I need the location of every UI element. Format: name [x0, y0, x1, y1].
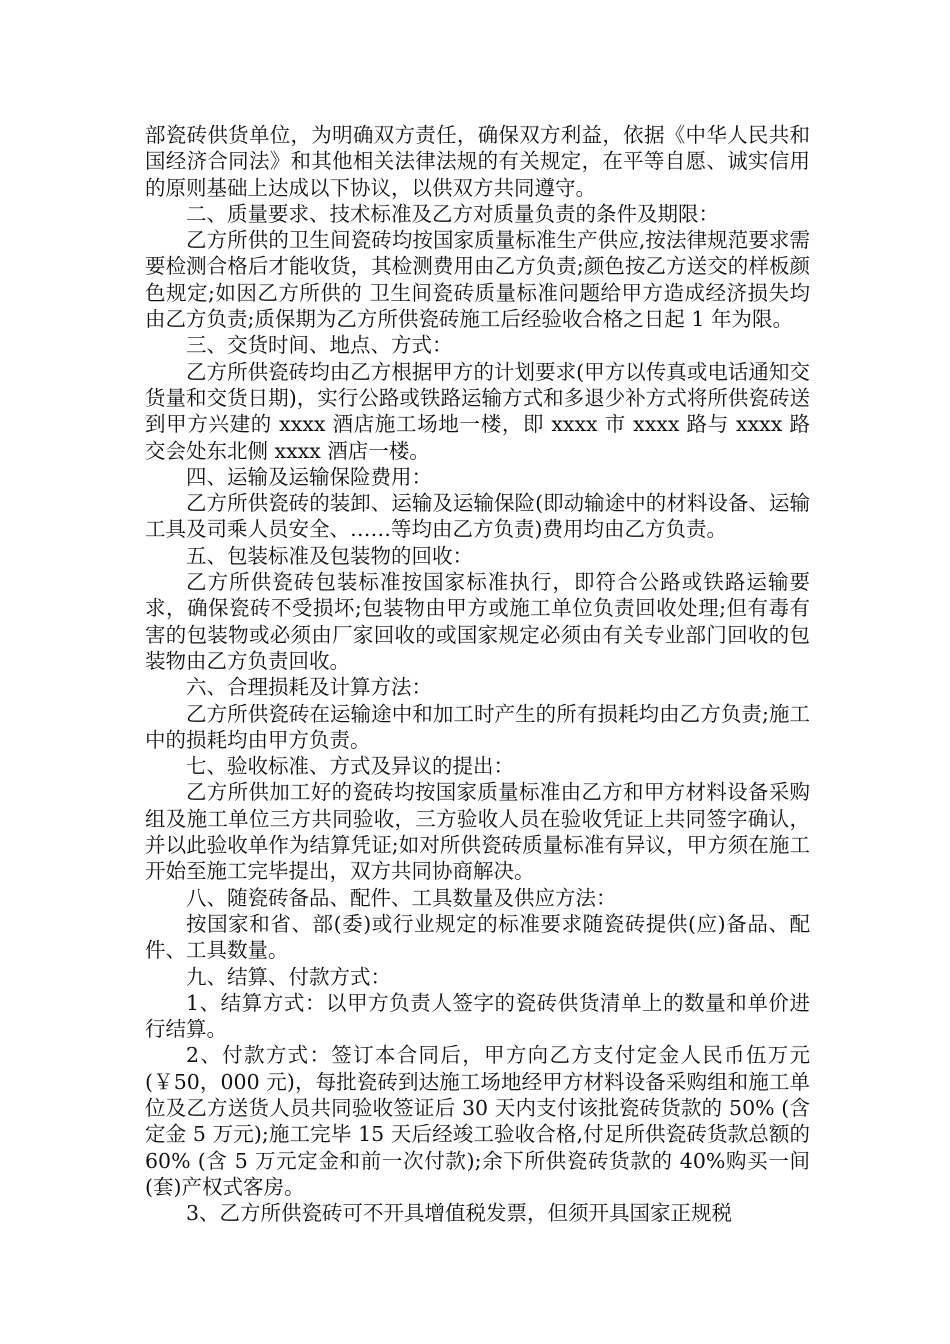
paragraph-packaging: 乙方所供瓷砖包装标准按国家标准执行，即符合公路或铁路运输要求，确保瓷砖不受损坏;包装物由甲方或施工单位负责回收处理;但有毒有害的包装物或必须由厂家回收的或国家规定必须由有关专业部门回收的包装物由乙方负责回收。 — [145, 570, 810, 673]
paragraph-quality: 乙方所供的卫生间瓷砖均按国家质量标准生产供应,按法律规范要求需要检测合格后才能收货，其检测费用由乙方负责;颜色按乙方送交的样板颜色规定;如因乙方所供的 卫生间瓷砖质量标准问题给甲方造成经济损失均由乙方负责;质保期为乙方所供瓷砖施工后经验收合格之日起 1 年为限。 — [145, 228, 810, 332]
section-heading-3: 三、交货时间、地点、方式： — [186, 333, 453, 358]
paragraph-loss: 乙方所供瓷砖在运输途中和加工时产生的所有损耗均由乙方负责;施工中的损耗均由甲方负责。 — [145, 701, 810, 752]
paragraph-spares: 按国家和省、部(委)或行业规定的标准要求随瓷砖提供(应)备品、配件、工具数量。 — [145, 911, 810, 963]
paragraph-invoice: 3、乙方所供瓷砖可不开具增值税发票，但须开具国家正规税 — [186, 1201, 733, 1226]
paragraph-intro-continuation: 部瓷砖供货单位，为明确双方责任，确保双方利益，依据《中华人民共和国经济合同法》和其他相关法律法规的有关规定，在平等自愿、诚实信用的原则基础上达成以下协议，以供双方共同遵守。 — [145, 123, 810, 200]
section-heading-4: 四、运输及运输保险费用： — [186, 464, 432, 489]
section-heading-2: 二、质量要求、技术标准及乙方对质量负责的条件及期限： — [186, 201, 719, 226]
section-heading-5: 五、包装标准及包装物的回收： — [186, 543, 473, 568]
section-heading-7: 七、验收标准、方式及异议的提出： — [186, 754, 514, 779]
section-heading-8: 八、随瓷砖备品、配件、工具数量及供应方法： — [186, 885, 617, 910]
paragraph-transport: 乙方所供瓷砖的装卸、运输及运输保险(即动输途中的材料设备、运输工具及司乘人员安全、……等均由乙方负责)费用均由乙方负责。 — [145, 491, 810, 542]
paragraph-acceptance: 乙方所供加工好的瓷砖均按国家质量标准由乙方和甲方材料设备采购组及施工单位三方共同验收，三方验收人员在验收凭证上共同签字确认，并以此验收单作为结算凭证;如对所供瓷砖质量标准有异议，甲方须在施工开始至施工完毕提出，双方共同协商解决。 — [145, 780, 810, 884]
paragraph-payment: 2、付款方式：签订本合同后，甲方向乙方支付定金人民币伍万元(￥50，000 元)，每批瓷砖到达施工场地经甲方材料设备采购组和施工单位及乙方送货人员共同验收签证后 30 天内支付该批瓷砖货款的 50% (含定金 5 万元);施工完毕 15 天后经竣工验收合格,付足所供瓷砖货款总额的 60% (含 5 万元定金和前一次付款);余下所供瓷砖货款的 40%购买一间(套)产权式客房。 — [145, 1043, 810, 1199]
document-body — [145, 122, 810, 1226]
section-heading-6: 六、合理损耗及计算方法： — [186, 675, 432, 700]
paragraph-settlement: 1、结算方式：以甲方负责人签字的瓷砖供货清单上的数量和单价进行结算。 — [145, 990, 810, 1042]
paragraph-delivery: 乙方所供瓷砖均由乙方根据甲方的计划要求(甲方以传真或电话通知交货量和交货日期)，实行公路或铁路运输方式和多退少补方式将所供瓷砖送到甲方兴建的 xxxx 酒店施工场地一楼，即 xxxx 市 xxxx 路与 xxxx 路交会处东北侧 xxxx 酒店一楼。 — [145, 359, 810, 463]
section-heading-9: 九、结算、付款方式： — [186, 964, 391, 989]
